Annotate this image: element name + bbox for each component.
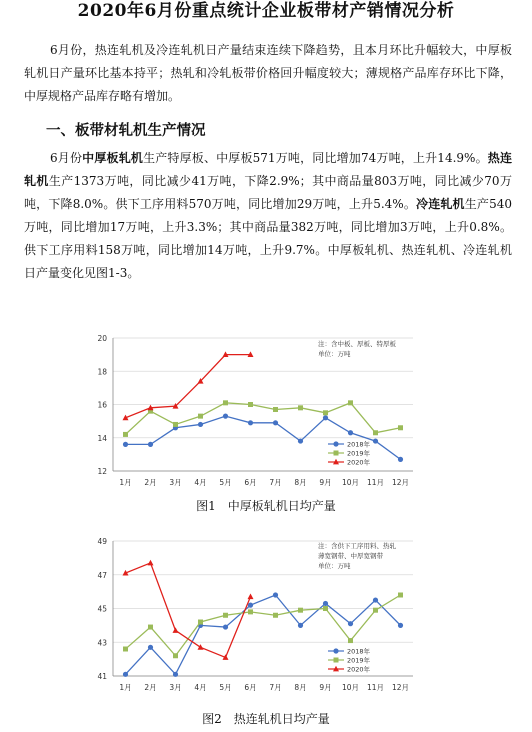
body-paragraph [24,147,512,285]
data-point [348,621,353,626]
x-tick-label: 5月 [219,478,232,487]
data-point [334,658,339,663]
body-text: 生产540万吨，同比增加17万吨，上升3.3%；其中商品量382万吨，同比增加3万吨，上升0.8%。供下工序用料158万吨，同比增加14万吨，上升9.7%。中厚板轧机、热连轧机、冷连轧机日产量变化见图1-3。 [24,197,512,280]
data-point [248,593,254,599]
data-point [298,405,303,410]
data-point [298,623,303,628]
chart-1 [0,320,532,500]
x-tick-label: 2月 [144,478,157,487]
data-point [198,644,204,650]
data-point [348,400,353,405]
y-tick-label: 14 [97,433,107,443]
data-point [348,430,353,435]
y-tick-label: 18 [97,367,107,377]
data-point [123,442,128,447]
x-tick-label: 10月 [341,478,360,487]
data-point [273,592,278,597]
data-point [373,608,378,613]
data-point [223,400,228,405]
legend-label: 2019年 [347,449,371,458]
data-point [373,438,378,443]
y-tick-label: 45 [97,604,107,614]
data-point [173,627,179,633]
series-line [126,403,401,435]
data-point [123,672,128,677]
chart-note: 单位：万吨 [318,350,351,358]
data-point [248,402,253,407]
data-point [248,609,253,614]
chart-note: 注：含供下工序用料、热轧 [318,542,396,550]
bold-term: 冷连轧机 [416,197,465,211]
page-title: 2020年6月份重点统计企业板带材产销情况分析 [77,1,455,21]
data-point [333,441,338,446]
legend-label: 2020年 [347,458,371,467]
data-point [323,410,328,415]
data-point [398,425,403,430]
data-point [273,407,278,412]
data-point [123,647,128,652]
y-tick-label: 47 [97,570,107,580]
y-tick-label: 12 [97,467,107,476]
x-tick-label: 5月 [219,683,232,692]
data-point [273,420,278,425]
x-tick-label: 7月 [269,478,282,487]
data-point [398,593,403,598]
data-point [198,414,203,419]
x-tick-label: 11月 [366,478,385,487]
x-tick-label: 6月 [244,683,257,692]
data-point [148,560,154,566]
x-tick-label: 1月 [119,683,132,692]
data-point [223,624,228,629]
series-line [126,355,251,418]
data-point [373,430,378,435]
data-point [298,438,303,443]
data-point [334,451,339,456]
chart-note: 薄宽钢带、中厚宽钢带 [318,552,383,560]
data-point [223,613,228,618]
x-tick-label: 9月 [319,683,332,692]
data-point [373,597,378,602]
data-point [323,415,328,420]
data-point [398,457,403,462]
data-point [173,422,178,427]
body-text: 生产1373万吨，同比减少41万吨，下降2.9%；其中商品量803万吨，同比减少70万吨，下降8.0%。供下工序用料570万吨，同比增加29万吨，上升5.4%。 [24,174,512,211]
x-tick-label: 7月 [269,683,282,692]
chart-2 [0,525,532,705]
data-point [273,613,278,618]
x-tick-label: 11月 [366,683,385,692]
data-point [248,420,253,425]
body-text: 6月份 [50,151,83,165]
data-point [248,603,253,608]
intro-paragraph: 6月份，热连轧机及冷连轧机日产量结束连续下降趋势，且本月环比升幅较大，中厚板轧机日产量环比基本持平；热轧和冷轧板带价格回升幅度较大；薄规格产品库存环比下降，中厚规格产品库存略有增加。 [24,43,512,103]
data-point [398,623,403,628]
x-tick-label: 3月 [169,478,182,487]
y-tick-label: 20 [97,334,107,343]
x-tick-label: 1月 [119,478,132,487]
data-point [323,601,328,606]
bold-term: 热连轧机 [24,151,512,188]
data-point [148,625,153,630]
x-tick-label: 12月 [391,683,410,692]
chart-note: 单位：万吨 [318,562,351,570]
figure-1-caption: 图1 中厚板轧机日均产量 [196,499,336,513]
data-point [348,638,353,643]
x-tick-label: 3月 [169,683,182,692]
series-line [126,563,251,658]
x-tick-label: 6月 [244,478,257,487]
figure-2-caption: 图2 热连轧机日均产量 [202,712,330,726]
legend-label: 2018年 [347,647,371,656]
bold-term: 中厚板轧机 [82,151,144,165]
chart-note: 注：含中板、厚板、特厚板 [318,340,396,348]
y-tick-label: 49 [97,537,107,546]
data-point [333,648,338,653]
body-text: 生产特厚板、中厚板571万吨，同比增加74万吨，上升14.9%。 [143,151,488,165]
y-tick-label: 43 [97,638,107,648]
data-point [223,414,228,419]
data-point [148,442,153,447]
data-point [148,645,153,650]
y-tick-label: 41 [97,672,107,681]
legend-label: 2018年 [347,440,371,449]
y-tick-label: 16 [97,400,107,410]
x-tick-label: 10月 [341,683,360,692]
data-point [298,608,303,613]
series-s2019 [123,400,403,437]
x-tick-label: 12月 [391,478,410,487]
data-point [198,620,203,625]
x-tick-label: 8月 [294,478,307,487]
x-tick-label: 4月 [194,478,207,487]
data-point [198,422,203,427]
data-point [173,653,178,658]
legend-label: 2020年 [347,665,371,674]
data-point [123,432,128,437]
legend-label: 2019年 [347,656,371,665]
x-tick-label: 2月 [144,683,157,692]
x-tick-label: 8月 [294,683,307,692]
series-s2020 [123,351,254,420]
data-point [323,606,328,611]
data-point [173,672,178,677]
x-tick-label: 4月 [194,683,207,692]
section-heading: 一、板带材轧机生产情况 [46,122,206,139]
x-tick-label: 9月 [319,478,332,487]
